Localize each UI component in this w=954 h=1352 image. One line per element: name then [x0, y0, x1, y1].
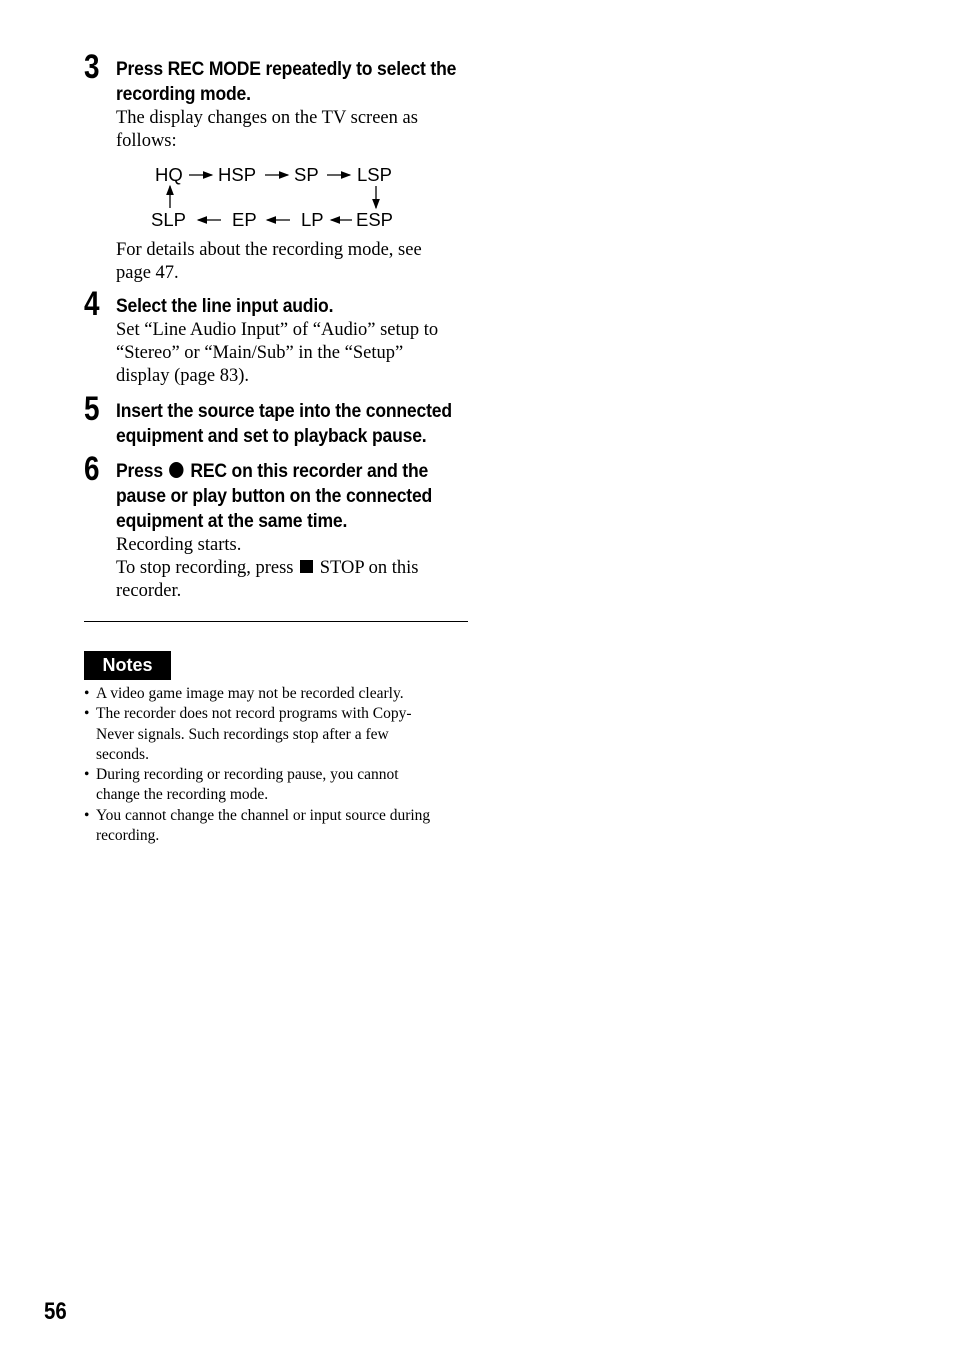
- title-text: Press: [116, 460, 163, 482]
- step-title-line: [116, 459, 438, 484]
- body-line: “Stereo” or “Main/Sub” in the “Setup”: [116, 343, 404, 363]
- step-title-line: equipment and set to playback pause.: [116, 425, 427, 447]
- step-3-details: [84, 239, 474, 285]
- note-line: recording.: [96, 827, 160, 845]
- step-title-line: Insert the source tape into the connected: [116, 400, 452, 422]
- body-line: display (page 83).: [116, 366, 250, 386]
- bullet: •: [84, 806, 90, 824]
- step-title: [116, 452, 474, 534]
- body-line: page 47.: [116, 263, 179, 283]
- note-item: [84, 684, 474, 704]
- step-body: [116, 239, 474, 285]
- step-6: [84, 452, 474, 603]
- step-number: 6: [84, 450, 100, 488]
- step-title: [116, 287, 474, 319]
- step-title-line: recording mode.: [116, 83, 251, 105]
- body-text: STOP on this: [319, 558, 419, 578]
- recording-mode-diagram: [140, 162, 420, 236]
- step-title: [116, 392, 474, 449]
- note-line: change the recording mode.: [96, 786, 269, 804]
- step-title-line: Select the line input audio.: [116, 295, 334, 317]
- body-line: Recording starts.: [116, 535, 242, 555]
- notes-heading: Notes: [84, 651, 171, 680]
- mode-hsp: HSP: [218, 164, 257, 185]
- title-text: REC on this recorder and the: [190, 460, 429, 482]
- mode-sp: SP: [294, 164, 319, 185]
- section-divider: [84, 621, 468, 622]
- body-text: To stop recording, press: [116, 558, 294, 578]
- note-line: The recorder does not record programs with Copy-: [96, 705, 412, 723]
- step-number: 3: [84, 48, 100, 86]
- mode-esp: ESP: [356, 209, 394, 230]
- step-3: [84, 50, 474, 153]
- step-5: [84, 392, 474, 449]
- page-number: 56: [44, 1298, 67, 1325]
- stop-icon: [300, 560, 313, 573]
- body-line: recorder.: [116, 581, 182, 601]
- mode-slp: SLP: [151, 209, 186, 230]
- step-title-line: pause or play button on the connected: [116, 485, 433, 507]
- note-item: [84, 806, 474, 847]
- body-line: The display changes on the TV screen as: [116, 108, 418, 128]
- note-line: During recording or recording pause, you cannot: [96, 766, 399, 784]
- note-line: A video game image may not be recorded clearly.: [96, 685, 404, 702]
- step-body: [116, 107, 474, 153]
- step-body: [116, 534, 474, 603]
- mode-hq: HQ: [155, 164, 183, 185]
- body-line: follows:: [116, 131, 177, 151]
- step-number: 5: [84, 390, 100, 428]
- record-icon: [169, 462, 183, 478]
- mode-lsp: LSP: [357, 164, 392, 185]
- step-title-line: equipment at the same time.: [116, 510, 348, 532]
- step-4: [84, 287, 474, 388]
- note-line: Never signals. Such recordings stop after a few: [96, 725, 389, 743]
- step-title-line: Press REC MODE repeatedly to select the: [116, 58, 457, 80]
- body-line: Set “Line Audio Input” of “Audio” setup to: [116, 320, 439, 340]
- step-number: 4: [84, 285, 100, 323]
- bullet: •: [84, 685, 90, 702]
- body-line: [116, 557, 474, 580]
- note-line: seconds.: [96, 745, 149, 763]
- note-line: You cannot change the channel or input source during: [96, 806, 431, 824]
- notes-list: [84, 684, 474, 846]
- step-body: [116, 319, 474, 388]
- body-line: For details about the recording mode, see: [116, 240, 422, 260]
- bullet: •: [84, 766, 90, 784]
- note-item: [84, 765, 474, 806]
- note-item: [84, 704, 474, 765]
- mode-lp: LP: [301, 209, 324, 230]
- step-title: [116, 50, 474, 107]
- bullet: •: [84, 705, 90, 723]
- mode-ep: EP: [232, 209, 257, 230]
